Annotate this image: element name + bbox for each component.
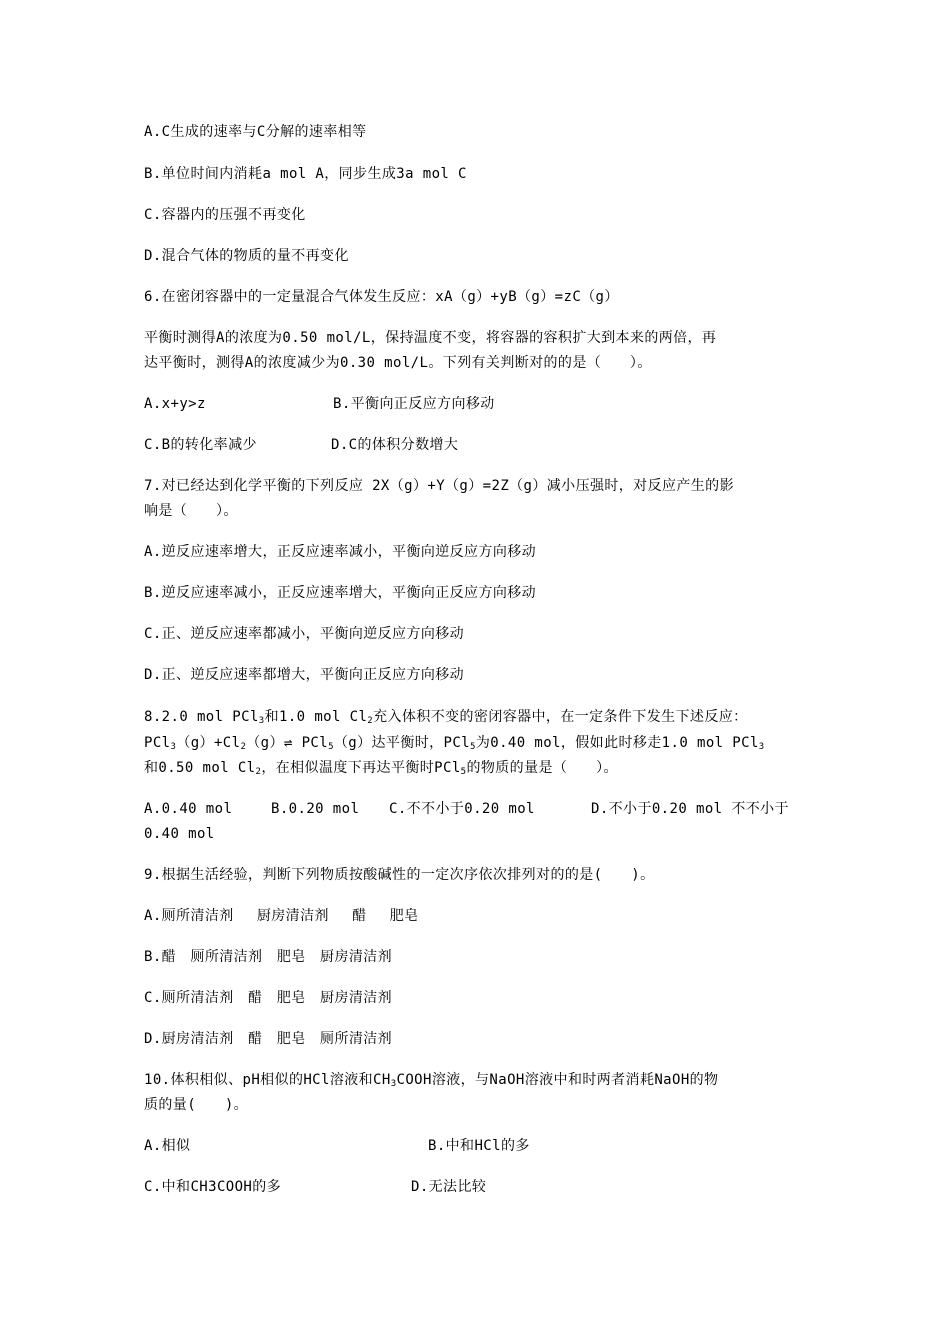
q8-stem-line1: 8.2.0 mol PCl$_3$和1.0 mol $Cl_2$充入体积不变的密闭容器中，在一定条件下发生下述反应：: [144, 709, 748, 726]
q7-option-c: C.正、逆反应速率都减小，平衡向逆反应方向移动: [144, 626, 465, 642]
q9-option-d: D.厨房清洁剂 醋 肥皂 厕所清洁剂: [144, 1031, 393, 1047]
q8-option-d-continued: 0.40 mol: [144, 826, 215, 842]
q6-option-b: B.平衡向正反应方向移动: [333, 396, 495, 412]
q10-option-d: D.无法比较: [411, 1179, 487, 1195]
q10-stem-line1: 10.体积相似、pH相似的HCl溶液和$CH_3COOH$溶液，与NaOH溶液中和时两者消耗NaOH的物: [144, 1072, 719, 1089]
q7-stem-line1: 7.对已经达到化学平衡的下列反应 2X（g）+Y（g）=2Z（g）减小压强时，对反应产生的影: [144, 478, 734, 494]
q10-option-b: B.中和HCl的多: [428, 1138, 530, 1154]
q7-option-d: D.正、逆反应速率都增大，平衡向正反应方向移动: [144, 667, 465, 683]
q8-option-c: C.不不小于0.20 mol: [389, 801, 535, 817]
q7-option-a: A.逆反应速率增大，正反应速率减小，平衡向逆反应方向移动: [144, 544, 537, 560]
q9-stem: 9.根据生活经验，判断下列物质按酸碱性的一定次序依次排列对的的是( )。: [144, 867, 655, 883]
q7-option-b: B.逆反应速率减小，正反应速率增大，平衡向正反应方向移动: [144, 585, 537, 601]
q8-option-b: B.0.20 mol: [271, 801, 360, 817]
q10-option-c: C.中和CH3COOH的多: [144, 1179, 282, 1195]
q9-option-c: C.厕所清洁剂 醋 肥皂 厨房清洁剂: [144, 990, 393, 1006]
q9-option-a: A.厕所清洁剂 厨房清洁剂 醋 肥皂: [144, 908, 419, 924]
q6-option-c: C.B的转化率减少: [144, 437, 257, 453]
q8-stem-line2: $PCl_3(g)+Cl_2(g)\rightleftharpoons$ PCl$_5$（g）达平衡时，PCl$_5$为0.40 mol，假如此时移走1.0 mol PCl$_3$: [144, 735, 765, 752]
q8-option-a: A.0.40 mol: [144, 801, 233, 817]
q7-stem-line2: 响是（ ）。: [144, 503, 238, 519]
q5-option-d: D.混合气体的物质的量不再变化: [144, 248, 349, 264]
q5-option-c: C.容器内的压强不再变化: [144, 207, 306, 223]
q6-option-d: D.C的体积分数增大: [331, 437, 459, 453]
q5-option-a: A.C生成的速率与C分解的速率相等: [144, 124, 367, 140]
q8-stem-line3: 和0.50 mol $Cl_2$，在相似温度下再达平衡时PCl$_5$的物质的量是（ ）。: [144, 760, 618, 777]
q6-text-line1: 平衡时测得A的浓度为0.50 mol/L，保持温度不变，将容器的容积扩大到本来的两倍，再: [144, 330, 717, 346]
q10-option-a: A.相似: [144, 1138, 191, 1154]
q10-stem-line2: 质的量( )。: [144, 1097, 249, 1113]
q8-option-d: D.不小于0.20 mol 不不小于: [591, 801, 789, 817]
q6-option-a: A.x+y>z: [144, 396, 206, 412]
q5-option-b: B.单位时间内消耗a mol A，同步生成3a mol C: [144, 166, 467, 182]
q9-option-b: B.醋 厕所清洁剂 肥皂 厨房清洁剂: [144, 949, 393, 965]
q6-text-line2: 达平衡时，测得A的浓度减少为0.30 mol/L。下列有关判断对的的是（ ）。: [144, 355, 652, 371]
q6-stem: 6.在密闭容器中的一定量混合气体发生反应：xA（g）+yB（g）=zC（g）: [144, 289, 619, 305]
